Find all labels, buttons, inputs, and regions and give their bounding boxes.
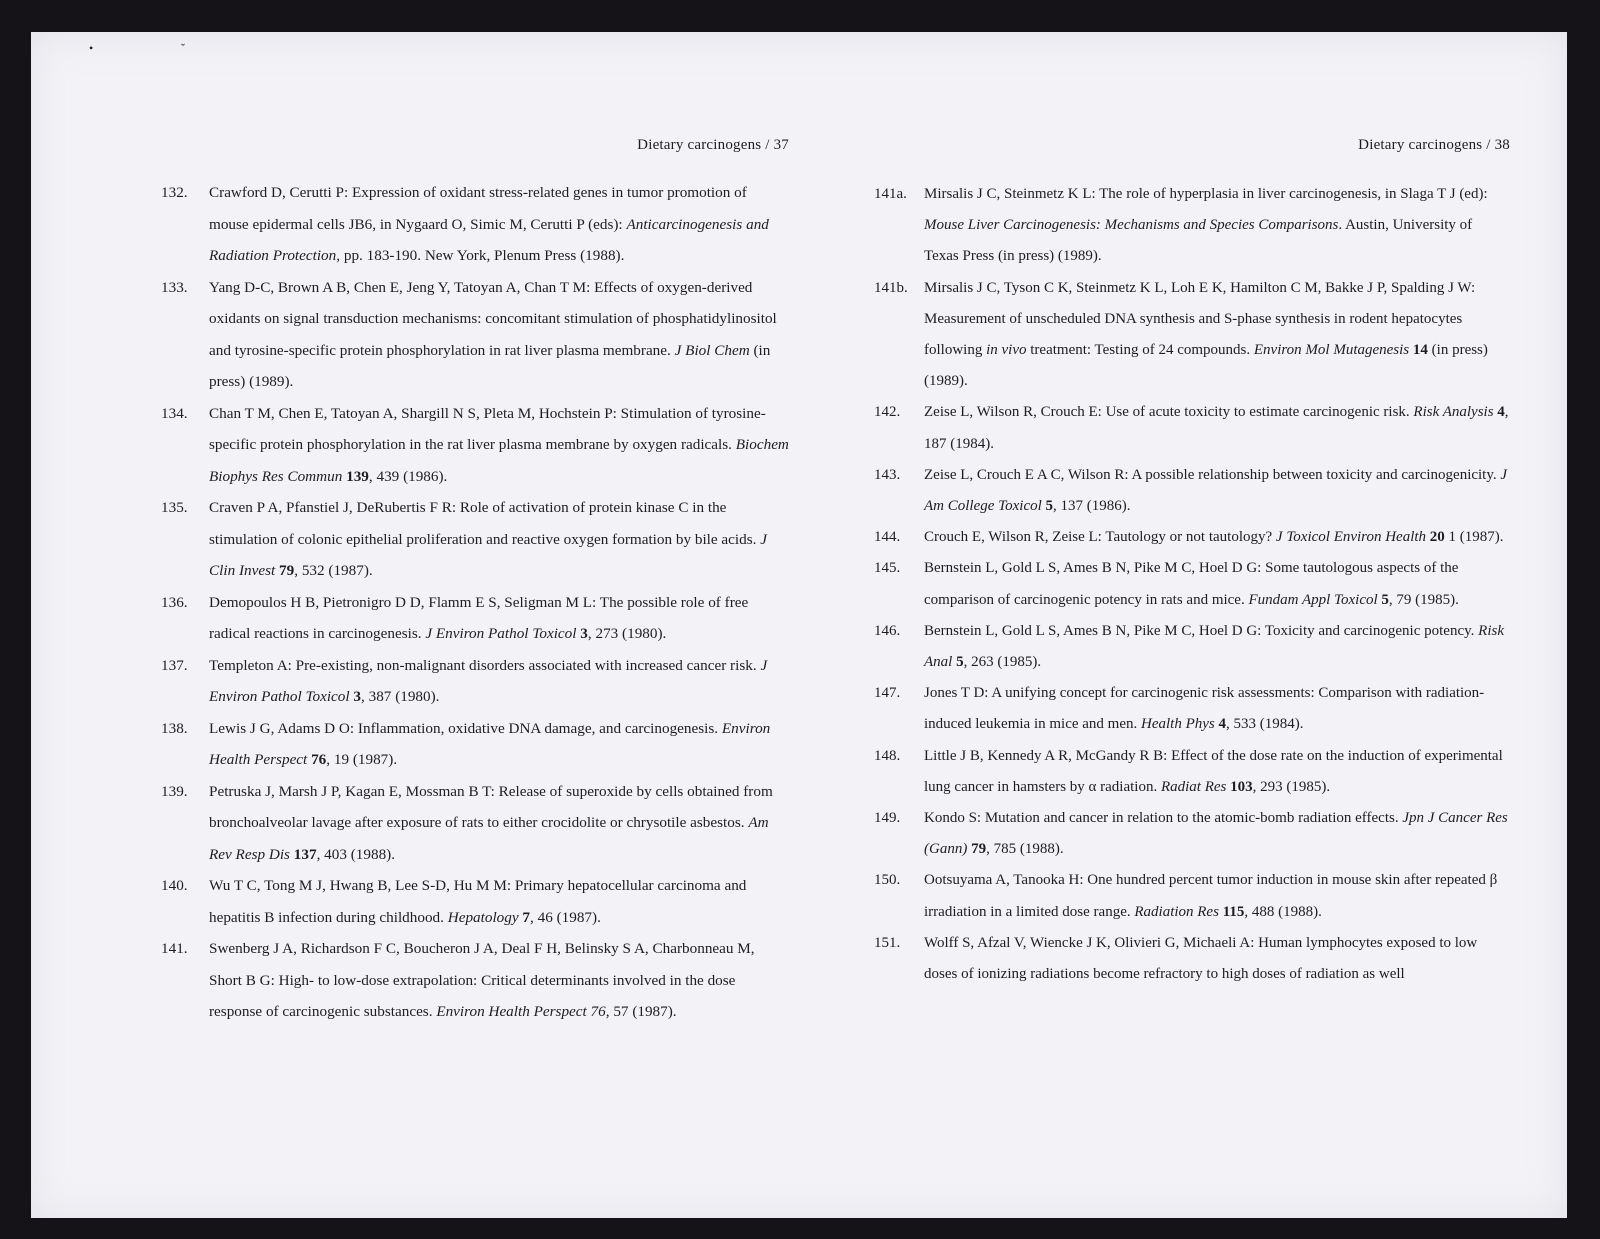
citation-text: , pp. 183-190. New York, Plenum Press (1988). <box>336 247 625 264</box>
running-head: Dietary carcinogens / 38 <box>1358 137 1510 153</box>
volume-number: 4 <box>1497 404 1505 421</box>
volume-number: 7 <box>522 908 530 926</box>
citation-text: Craven P A, Pfanstiel J, DeRubertis F R: Role of activation of protein kinase C in the stimulation of colonic epithelial proliferation and reactive oxygen formation by bile acids. <box>209 499 761 548</box>
reference-number: 133. <box>161 278 188 296</box>
reference-item <box>161 713 789 776</box>
reference-item <box>161 492 789 587</box>
citation-text: , 293 (1985). <box>1252 778 1331 795</box>
reference-text <box>209 272 789 398</box>
citation-text: Yang D-C, Brown A B, Chen E, Jeng Y, Tatoyan A, Chan T M: Effects of oxygen-derived oxidants on signal transduction mechanisms: concomitant stimulation of phosphatidylinositol and tyrosine-specific protein phosphorylation in rat liver plasma membrane. <box>209 278 777 359</box>
citation-text: , 79 (1985). <box>1388 591 1459 608</box>
citation-text: treatment: Testing of 24 compounds. <box>1026 342 1254 359</box>
citation-text: Ootsuyama A, Tanooka H: One hundred percent tumor induction in mouse skin after repeated β irradiation in a limited dose range. <box>924 872 1498 920</box>
citation-text: . Austin, University of Texas Press (in press) (1989). <box>924 217 1473 265</box>
reference-item <box>161 587 789 650</box>
reference-item <box>874 865 1510 927</box>
volume-number: 4 <box>1218 716 1226 733</box>
reference-number: 144. <box>874 529 901 546</box>
reference-item <box>874 179 1510 273</box>
reference-number: 151. <box>874 934 901 951</box>
reference-item <box>874 741 1510 803</box>
reference-item <box>161 650 789 713</box>
journal-title: J Toxicol Environ Health <box>1275 529 1427 546</box>
reference-item <box>874 553 1510 615</box>
reference-text <box>924 460 1510 522</box>
volume-number: 79 <box>971 841 987 858</box>
journal-title: Fundam Appl Toxicol <box>1248 591 1378 608</box>
volume-number: 115 <box>1222 903 1245 920</box>
reference-item <box>161 272 789 398</box>
citation-text: , 533 (1984). <box>1226 716 1304 733</box>
journal-title: J Clin Invest <box>209 530 767 579</box>
reference-text <box>924 397 1510 459</box>
citation-text: , 439 (1986). <box>368 467 448 485</box>
journal-title: J Environ Pathol Toxicol <box>209 656 768 705</box>
journal-title: Risk Analysis <box>1413 404 1494 421</box>
reference-text <box>209 398 789 493</box>
citation-text: , 785 (1988). <box>986 841 1064 858</box>
reference-text <box>924 553 1510 615</box>
journal-title: Anticarcinogenesis and Radiation Protection <box>209 215 769 264</box>
reference-text <box>209 933 789 1028</box>
citation-text: Swenberg J A, Richardson F C, Boucheron J A, Deal F H, Belinsky S A, Charbonneau M, Short B G: High- to low-dose extrapolation: Critical determinants involved in the dose response of carcinogenic substances. <box>209 940 755 1020</box>
reference-text <box>209 650 789 713</box>
citation-text: (in press) (1989). <box>209 341 771 390</box>
reference-text <box>924 678 1510 740</box>
reference-text <box>209 587 789 650</box>
citation-text: Bernstein L, Gold L S, Ames B N, Pike M C, Hoel D G: Some tautologous aspects of the comparison of carcinogenic potency in rats and mice. <box>924 560 1459 608</box>
citation-text: , 137 (1986). <box>1053 498 1131 515</box>
citation-text: , 273 (1980). <box>587 625 667 642</box>
journal-title: Jpn J Cancer Res (Gann) <box>924 810 1508 858</box>
reference-number: 136. <box>161 593 188 611</box>
document-sheet <box>31 32 1567 1218</box>
citation-text: Wolff S, Afzal V, Wiencke J K, Olivieri G, Michaeli A: Human lymphocytes exposed to low doses of ionizing radiations become refractory to high doses of radiation as well <box>924 934 1478 983</box>
reference-number: 145. <box>874 560 901 577</box>
citation-text: Mirsalis J C, Steinmetz K L: The role of hyperplasia in liver carcinogenesis, in Slaga T J (ed): <box>924 186 1488 202</box>
citation-text: Bernstein L, Gold L S, Ames B N, Pike M C, Hoel D G: Toxicity and carcinogenic potency. <box>924 622 1479 639</box>
running-head: Dietary carcinogens / 37 <box>637 137 789 153</box>
journal-title: Health Phys <box>1141 716 1215 733</box>
citation-text: Templeton A: Pre-existing, non-malignant disorders associated with increased cancer risk. <box>209 656 761 674</box>
citation-text: , 387 (1980). <box>361 688 440 705</box>
reference-item <box>874 803 1510 865</box>
journal-title: Environ Health Perspect <box>209 719 771 768</box>
journal-title: J Biol Chem <box>674 341 750 359</box>
journal-title: Biochem Biophys Res Commun <box>209 436 789 485</box>
reference-text <box>209 713 789 776</box>
reference-number: 147. <box>874 685 901 702</box>
reference-text <box>924 865 1510 927</box>
reference-number: 149. <box>874 810 901 827</box>
reference-number: 139. <box>161 782 188 800</box>
volume-number: 14 <box>1412 342 1428 359</box>
reference-number: 150. <box>874 872 901 889</box>
citation-text: Petruska J, Marsh J P, Kagan E, Mossman B T: Release of superoxide by cells obtained from bronchoalveolar lavage after exposure of rats to either crocidolite or chrysotile asbestos. <box>209 782 773 831</box>
reference-text <box>924 803 1510 865</box>
citation-text: Demopoulos H B, Pietronigro D D, Flamm E S, Seligman M L: The possible role of free radical reactions in carcinogenesis. <box>209 593 749 642</box>
journal-title: in vivo <box>986 342 1027 359</box>
reference-text <box>924 928 1510 990</box>
citation-text: Zeise L, Wilson R, Crouch E: Use of acute toxicity to estimate carcinogenic risk. <box>924 404 1414 421</box>
reference-item <box>161 870 789 933</box>
reference-number: 141b. <box>874 279 908 296</box>
reference-number: 134. <box>161 404 188 422</box>
citation-text: Wu T C, Tong M J, Hwang B, Lee S-D, Hu M M: Primary hepatocellular carcinoma and hepatitis B infection during childhood. <box>209 877 747 926</box>
citation-text: (in press) (1989). <box>924 342 1488 390</box>
reference-text <box>209 870 789 933</box>
citation-text: 1 (1987). <box>1444 529 1504 546</box>
volume-number: 137 <box>293 845 317 863</box>
scan-mark-dot: • <box>89 41 94 55</box>
citation-text: , 532 (1987). <box>294 562 373 579</box>
reference-number: 141a. <box>874 186 907 202</box>
citation-text: , 488 (1988). <box>1244 903 1322 920</box>
citation-text: Mirsalis J C, Tyson C K, Steinmetz K L, Loh E K, Hamilton C M, Bakke J P, Spalding J W: Measurement of unscheduled DNA synthesis and S-phase synthesis in rodent hepatocytes following <box>924 279 1476 359</box>
reference-item <box>161 933 789 1028</box>
reference-number: 141. <box>161 940 188 957</box>
reference-text <box>924 522 1510 553</box>
journal-title: Environ Mol Mutagenesis <box>1253 342 1410 359</box>
reference-number: 140. <box>161 877 188 894</box>
citation-text: , 263 (1985). <box>963 654 1042 671</box>
citation-text: , 46 (1987). <box>530 908 601 926</box>
citation-text: Kondo S: Mutation and cancer in relation to the atomic-bomb radiation effects. <box>924 810 1403 827</box>
citation-text: , 187 (1984). <box>924 404 1509 452</box>
journal-title: Radiation Res <box>1134 903 1219 920</box>
reference-list <box>161 177 789 1028</box>
reference-number: 132. <box>161 184 188 201</box>
reference-text <box>924 273 1510 398</box>
volume-number: 103 <box>1230 778 1253 795</box>
citation-text: , 57 (1987). <box>605 1003 677 1020</box>
volume-number: 3 <box>580 625 588 642</box>
reference-item <box>874 397 1510 459</box>
reference-text <box>209 492 789 587</box>
reference-item <box>161 177 789 272</box>
reference-item <box>874 460 1510 522</box>
reference-number: 142. <box>874 404 901 421</box>
citation-text: Lewis J G, Adams D O: Inflammation, oxidative DNA damage, and carcinogenesis. <box>209 719 722 737</box>
reference-item <box>161 398 789 493</box>
citation-text: Jones T D: A unifying concept for carcinogenic risk assessments: Comparison with radiation-induced leukemia in mice and men. <box>924 685 1485 733</box>
volume-number: 5 <box>1045 498 1054 515</box>
volume-number: 5 <box>1381 591 1389 608</box>
volume-number: 5 <box>956 654 964 671</box>
citation-text: Crouch E, Wilson R, Zeise L: Tautology or not tautology? <box>924 529 1276 546</box>
journal-title: Mouse Liver Carcinogenesis: Mechanisms and Species Comparisons <box>924 217 1339 234</box>
scan-mark-tick: ˇ <box>181 41 185 55</box>
reference-item <box>874 273 1510 398</box>
reference-item <box>874 522 1510 553</box>
volume-number: 79 <box>279 562 295 579</box>
reference-text <box>924 741 1510 803</box>
citation-text: Chan T M, Chen E, Tatoyan A, Shargill N S, Pleta M, Hochstein P: Stimulation of tyrosine-specific protein phosphorylation in the rat liver plasma membrane by oxygen radicals. <box>209 404 766 453</box>
volume-number: 139 <box>346 467 369 485</box>
reference-number: 135. <box>161 499 188 516</box>
volume-number: 76 <box>311 751 327 768</box>
reference-item <box>874 678 1510 740</box>
reference-number: 137. <box>161 656 188 674</box>
citation-text: Zeise L, Crouch E A C, Wilson R: A possible relationship between toxicity and carcinogenicity. <box>924 466 1501 483</box>
reference-number: 138. <box>161 719 188 737</box>
reference-item <box>874 928 1510 990</box>
journal-title: Risk Anal <box>924 622 1504 671</box>
journal-title: J Environ Pathol Toxicol <box>425 625 577 642</box>
journal-title: Hepatology <box>447 908 519 926</box>
journal-title: J Am College Toxicol <box>924 466 1508 515</box>
journal-title: Environ Health Perspect 76 <box>436 1003 606 1020</box>
citation-text: Crawford D, Cerutti P: Expression of oxidant stress-related genes in tumor promotion of mouse epidermal cells JB6, in Nygaard O, Simic M, Cerutti P (eds): <box>209 184 747 233</box>
volume-number: 20 <box>1429 529 1445 546</box>
citation-text: , 403 (1988). <box>316 845 396 863</box>
citation-text: Little J B, Kennedy A R, McGandy R B: Effect of the dose rate on the induction of experimental lung cancer in hamsters by α radiation. <box>924 747 1503 795</box>
reference-text <box>924 616 1510 678</box>
reference-item <box>161 776 789 871</box>
reference-list <box>874 179 1510 990</box>
journal-title: Am Rev Resp Dis <box>209 814 769 863</box>
reference-number: 148. <box>874 747 901 764</box>
volume-number: 3 <box>353 688 362 705</box>
reference-number: 143. <box>874 466 901 483</box>
citation-text: , 19 (1987). <box>326 751 398 768</box>
reference-text <box>209 177 789 272</box>
reference-number: 146. <box>874 622 901 639</box>
reference-item <box>874 616 1510 678</box>
reference-text <box>209 776 789 871</box>
journal-title: Radiat Res <box>1160 778 1227 795</box>
reference-text <box>924 179 1510 273</box>
